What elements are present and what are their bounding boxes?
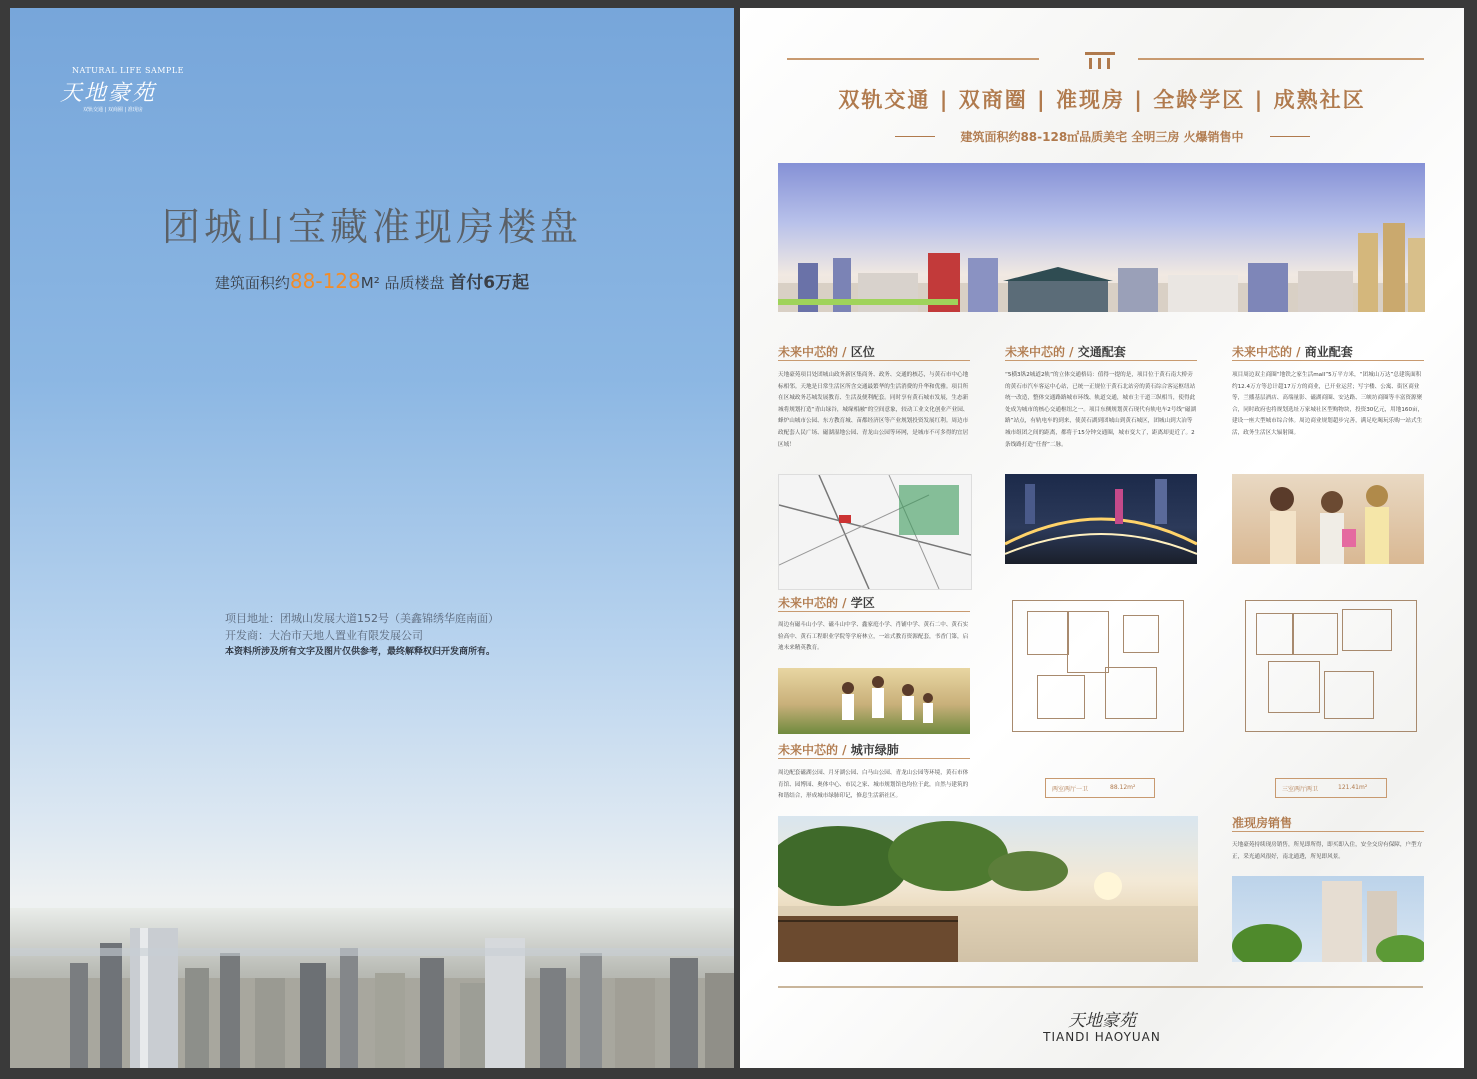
lake-park-photo (778, 816, 1198, 962)
night-interchange-photo (1005, 474, 1197, 564)
children-photo (778, 668, 970, 734)
sub-unit: M² (360, 274, 380, 292)
plan-room (1123, 615, 1159, 653)
landmark-illustration (778, 163, 1425, 312)
school-text: 周边有磁斗山小学、磁斗山中学、鑫家庭小学、肖铺中学、黄石二中、黄石实验高中、黄石工程职业学院等学府林立，一站式教育资源配套，书香门第，启迪未来精英教育。 (778, 622, 969, 652)
floorplan-b-label (1275, 778, 1387, 798)
selling-points-subtitle: 建筑面积约88-128㎡品质美宅 全明三房 火爆销售中 (960, 130, 1244, 144)
section-prefix: 未来中芯的 / (1005, 345, 1074, 359)
section-underline (1232, 360, 1424, 361)
city-skyline-photo (10, 908, 734, 1068)
plan-room (1324, 671, 1374, 719)
interchange-illustration (1005, 474, 1197, 564)
city-landmark-banner (778, 163, 1425, 312)
children-illustration (778, 668, 970, 734)
section-underline (778, 360, 970, 361)
disclaimer: 本资料所涉及所有文字及图片仅供参考，最终解释权归开发商所有。 (225, 647, 496, 657)
section-underline (1232, 831, 1424, 832)
section-name: 城市绿肺 (850, 743, 899, 757)
plan-type: 两室两厅一卫 (1052, 786, 1089, 793)
plan-room (1105, 667, 1157, 719)
project-developer: 开发商：大冶市天地人置业有限发展公司 (225, 629, 423, 642)
map-illustration (779, 475, 971, 589)
section-heading-sale (1232, 814, 1292, 831)
green-text: 周边配套磁湖公园、月牙湖公园、白马山公园、青龙山公园等环境，黄石市体育馆、园博园、奥体中心、市民之家、城市规划馆也均位于此，自然与建筑的和谐结合，形成城市绿肺印记，修息生活新社区。 (778, 770, 969, 800)
section-prefix: 未来中芯的 / (1232, 345, 1301, 359)
section-heading-commerce (1232, 343, 1353, 360)
commerce-text: 项目周边双主商圈“地铁之家生活mall”5万平方米，“团城山万达”总建筑面积约12.4万方等总计超17万方的商业，已开业运营；写字楼、公寓、街区商业等，兰播基层酒店、高端量影、磁湖商圈、安达路、三峡坊商圈等丰富资源聚合，同时政府也将规划选址万家城社区型购物块，投资30亿元，用地160亩，建设一座大型城市综合体。周边商业规划超步完善，满足吃喝玩乐购一站式生活，政务生活区大辐射圈。 (1232, 372, 1424, 436)
project-address: 项目地址：团城山发展大道152号（美鑫锦绣华庭南面） (225, 612, 499, 625)
section-heading-green (778, 741, 899, 758)
archway-icon (1085, 52, 1115, 69)
brand-tagline: 双轨交通 | 双商圈 | 准现房 (83, 107, 143, 113)
section-name: 学区 (850, 596, 875, 610)
sub-mid: 品质楼盘 (379, 274, 450, 292)
floorplan-b (1245, 600, 1417, 732)
cover-headline: 团城山宝藏准现房楼盘 (161, 205, 582, 249)
section-underline (778, 758, 970, 759)
project-info (225, 610, 499, 661)
plan-room (1256, 613, 1294, 655)
location-text: 天地豪苑项目处团城山政务新区集商务、政务、交通的核芯，与黄石市中心地标相邻。天地是日常生活区所含交通最繁华的生活消费的升华和优雅。项目所在区城政务芯城发展教育、生活及便利配套。同时享有黄石城市发展，生态新城将规划打造“青山绿谷，城缘相融”的空间意象，较动工业文化创业产业园、蜂炉山城市公园、东方教育城、苗都经济区等产业规划投资发展红利。周边市政配套人民广场、磁湖湿地公园、青龙山公园等环网，是城市不可多得的宜居区域！ (778, 372, 969, 448)
section-name: 商业配套 (1304, 345, 1353, 359)
top-divider-right (1138, 58, 1424, 60)
tower-illustration (1232, 876, 1424, 962)
section-prefix: 未来中芯的 / (778, 596, 847, 610)
section-prefix: 未来中芯的 / (778, 743, 847, 757)
location-map (778, 474, 972, 590)
section-name: 准现房销售 (1232, 816, 1293, 830)
section-underline (1005, 360, 1197, 361)
top-divider-left (787, 58, 1039, 60)
plan-area: 88.12m² (1110, 784, 1136, 791)
section-heading-transport (1005, 343, 1126, 360)
sub-prefix: 建筑面积约 (214, 274, 290, 292)
plan-room (1037, 675, 1085, 719)
plan-room (1342, 609, 1392, 651)
plan-room (1027, 611, 1069, 655)
lake-illustration (778, 816, 1198, 962)
plan-area: 121.41m² (1338, 784, 1368, 791)
selling-points-title: 双轨交通 | 双商圈 | 准现房 | 全龄学区 | 成熟社区 (838, 88, 1366, 112)
plan-room (1067, 611, 1109, 673)
shopping-photo (1232, 474, 1424, 564)
brand-logo-cn: 天地豪苑 (60, 81, 157, 106)
section-underline (778, 611, 970, 612)
left-page-cover (10, 8, 734, 1068)
right-page-info (740, 8, 1464, 1068)
footer-divider (778, 986, 1423, 988)
skyline-illustration (10, 908, 734, 1068)
transport-text: “5横3纵2城道2轨”的立体交通格局：值得一提的是，项目位于黄石南大桥旁的黄石市汽车客运中心站，已统一正规位于黄石北站旁的黄石综合客运枢纽站统一改造，整体交通路路城市环线、轨道交通，城市主干道三纵相当，使得此处成为城市的核心交通枢纽之一。项目东侧规划黄石现代有轨电车2号线“磁湖路”站点，有轨电车的到来，使黄石湖到团城山到黄石城区，团城山到大冶等城市组团之间的距离，都将于15分钟交通圈，城市变大了，距离却更近了。2条线路打造“任督”二脉。 (1005, 372, 1197, 448)
subtitle-dash-right (1270, 136, 1310, 137)
brand-logo-en: NATURAL LIFE SAMPLE (72, 66, 184, 75)
section-heading-school (778, 594, 875, 611)
cover-subline (10, 268, 734, 293)
footer-logo-en: TIANDI HAOYUAN (1043, 1030, 1161, 1044)
shoppers-illustration (1232, 474, 1424, 564)
floorplan-a-label (1045, 778, 1155, 798)
sub-downpayment: 首付6万起 (449, 273, 530, 293)
plan-room (1292, 613, 1338, 655)
residential-tower-photo (1232, 876, 1424, 962)
footer-logo-cn: 天地豪苑 (1068, 1011, 1136, 1031)
section-prefix: 未来中芯的 / (778, 345, 847, 359)
section-name: 交通配套 (1077, 345, 1126, 359)
floorplan-a (1012, 600, 1184, 732)
section-name: 区位 (850, 345, 875, 359)
plan-room (1268, 661, 1320, 713)
section-heading-location (778, 343, 875, 360)
sale-text: 天地豪苑持续现房销售，所见即所得，即买即入住，安全交房有保障，户型方正，采光通风很好，南北通透，所见即风景。 (1232, 842, 1423, 860)
plan-type: 三室两厅两卫 (1282, 786, 1319, 793)
sub-area-range: 88-128 (289, 269, 361, 293)
